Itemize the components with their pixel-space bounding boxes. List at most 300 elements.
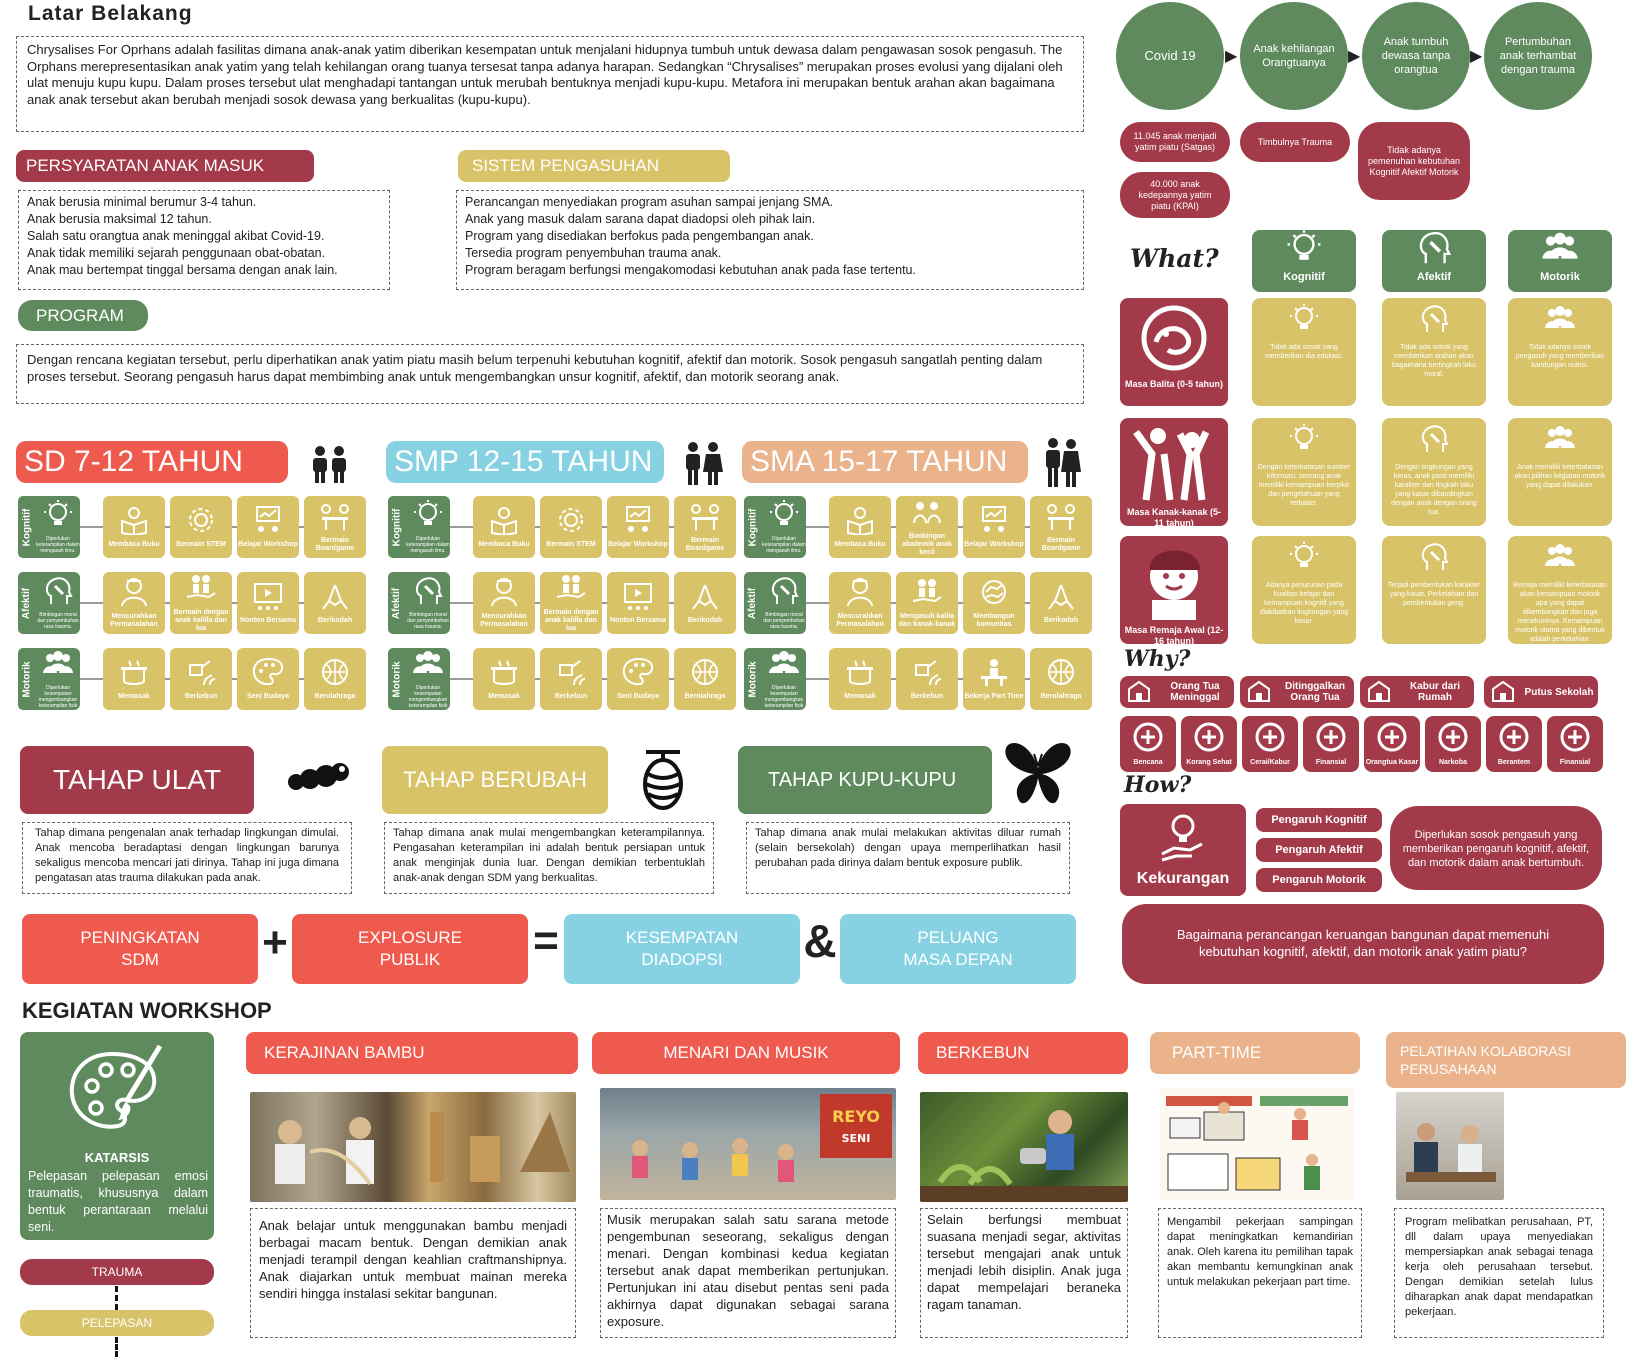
why-header xyxy=(1240,676,1354,708)
flow-bubble-kpai: 40.000 anak kedepannya yatim piatu (KPAI) xyxy=(1120,172,1230,218)
persyaratan-title: PERSYARATAN ANAK MASUK xyxy=(16,150,314,182)
table-icon xyxy=(688,501,722,537)
why-item xyxy=(1181,716,1237,772)
activity-tile xyxy=(406,572,450,634)
bulb-icon xyxy=(411,500,445,536)
why-item-label: Korang Sehat xyxy=(1186,759,1232,766)
screen-icon xyxy=(251,581,285,617)
katarsis-body: Pelepasan pelepasan emosi traumatis, khususnya dalam bentuk perantaraan melalui seni. xyxy=(28,1169,208,1234)
kids-icon xyxy=(308,444,352,489)
what-cell xyxy=(1508,418,1612,526)
pentas-seni-text: REYO xyxy=(832,1107,880,1126)
activity-tile-label: Memasak xyxy=(844,693,876,700)
persyaratan-item: Anak berusia minimal berumur 3-4 tahun. xyxy=(27,195,257,209)
what-col-header xyxy=(1252,230,1356,292)
level-sd-title: SD 7-12 TAHUN xyxy=(16,441,288,483)
svg-text:SENI: SENI xyxy=(841,1132,871,1145)
activity-tile-label: Diperlukan keterampilan dalam mengasah ilmu. xyxy=(762,536,806,554)
ws-berkebun-photo xyxy=(920,1092,1128,1202)
sistem-box xyxy=(456,190,1084,290)
activity-tile xyxy=(473,572,535,634)
group-icon xyxy=(1543,424,1577,459)
what-row-label-text: Masa Balita (0-5 tahun) xyxy=(1124,379,1224,389)
activity-tile xyxy=(170,572,232,634)
activity-tile xyxy=(829,648,891,710)
kekurangan-card xyxy=(1120,804,1246,896)
plus-sign: + xyxy=(262,918,288,967)
money-icon xyxy=(1556,720,1594,759)
money-icon xyxy=(1312,720,1350,759)
persyaratan-item: Anak tidak memiliki sejarah penggunaan obat-obatan. xyxy=(27,246,326,260)
activity-tile-label: Mencurahkan Permasalahan xyxy=(836,613,884,628)
activity-tile-label: Berolahraga xyxy=(314,693,356,700)
latar-title: Latar Belakang xyxy=(28,2,193,25)
activity-tile-label: Memasak xyxy=(488,693,520,700)
pray-icon xyxy=(688,581,722,617)
pill-icon xyxy=(1434,720,1472,759)
trauma-connector xyxy=(115,1286,118,1310)
pot-icon xyxy=(843,657,877,693)
grid-row-label-afektif xyxy=(744,572,762,634)
gear-icon xyxy=(184,505,218,541)
flow-bubble-kebutuhan: Tidak adanya pemenuhan kebutuhan Kognitif Afektif Motorik xyxy=(1358,122,1470,200)
why-header-label: Orang Tua Meninggal xyxy=(1170,681,1220,703)
group-icon xyxy=(41,649,75,685)
pengaruh-kognitif: Pengaruh Kognitif xyxy=(1256,808,1382,832)
activity-tile xyxy=(896,496,958,558)
tahap-kupu-body: Tahap dimana anak mulai melakukan aktivitas diluar rumah (selain bersekolah) dengan upaya memperlihatkan hasil perubahan pada dirinya dalam bentuk exposure publik. xyxy=(746,822,1070,894)
persyaratan-item: Salah satu orangtua anak meninggal akibat Covid-19. xyxy=(27,229,325,243)
grid-row-label-text: Motorik xyxy=(391,660,403,698)
board-icon xyxy=(251,505,285,541)
handkids-icon xyxy=(554,573,588,609)
why-item xyxy=(1303,716,1359,772)
ws-parttime-body: Mengambil pekerjaan sampingan dapat meningkatkan kemandirian anak. Oleh karena itu pemilihan tapak akan membantu kemungkinan anak untuk melakukan pekerjaan part time. xyxy=(1158,1208,1362,1338)
sistem-item: Program yang disediakan berfokus pada pengembangan anak. xyxy=(465,229,814,243)
person-icon xyxy=(843,577,877,613)
ws-menari-body: Musik merupakan salah satu sarana metode pengembunan seseorang, sekaligus dengan menari. Dengan kombinasi kedua kegiatan tersebut anak dapat memberikan pertunjukan. Pertunjukan ini atau disebut pentas seni pada akhirnya dapat digunakan sebagai sarana exposure. xyxy=(600,1208,896,1338)
what-title: What? xyxy=(1130,244,1219,273)
why-item xyxy=(1547,716,1603,772)
grid-row-label-motorik xyxy=(18,648,36,710)
eq-peningkatan: PENINGKATAN SDM xyxy=(22,914,258,984)
activity-tile xyxy=(896,648,958,710)
activity-tile xyxy=(540,648,602,710)
abandon-icon xyxy=(1246,679,1272,706)
what-col-header xyxy=(1508,230,1612,292)
ws-berkebun-body: Selain berfungsi membuat suasana menjadi segar, aktivitas tersebut mengajari anak untuk menjadi lebih disiplin. Anak juga dapat mempelajari beraneka ragam tanaman. xyxy=(920,1208,1128,1338)
why-item-label: Orangtua Kasar xyxy=(1365,759,1419,766)
activity-tile-label: Berikodah xyxy=(317,617,353,624)
activity-tile xyxy=(607,572,669,634)
katarsis-title: KATARSIS xyxy=(84,1150,150,1165)
ws-parttime-title: PART-TIME xyxy=(1150,1032,1360,1074)
why-header xyxy=(1360,676,1474,708)
activity-tile xyxy=(237,648,299,710)
person-icon xyxy=(487,577,521,613)
activity-tile-label: Bimbingan akademik anak kecil xyxy=(902,533,952,556)
what-cell xyxy=(1508,298,1612,406)
sistem-item: Program beragam berfungsi mengakomodasi kebutuhan anak pada fase tertentu. xyxy=(465,263,916,277)
activity-tile xyxy=(1030,648,1092,710)
hands-icon xyxy=(977,577,1011,613)
flow-circle-tumbuh: Anak tumbuh dewasa tanpa orangtua xyxy=(1362,2,1470,110)
disaster-icon xyxy=(1129,720,1167,759)
caterpillar-icon xyxy=(286,760,350,801)
what-cell-text: Dengan keterbatasan sumber informasi, seorang anak memiliki kemampuan berpikir dan pengetahuan yang terbatas. xyxy=(1257,464,1351,507)
why-item-label: Cerai/Kabur xyxy=(1250,759,1290,766)
fight-icon xyxy=(1495,720,1533,759)
activity-tile-label: Bermain dengan anak kalilla dan lua xyxy=(173,609,229,632)
chat-icon xyxy=(910,497,944,533)
what-cell xyxy=(1382,298,1486,406)
school-icon xyxy=(1490,679,1516,706)
activity-tile xyxy=(762,572,806,634)
what-cell-text: Dengan lingkungan yang keras, anak pasti memiliki karakter dan tingkah laku yang kasar dibandingkan dengan anak dengan orang tua. xyxy=(1391,464,1477,516)
activity-tile-label: Diperlukan kesempatan mengembangkan keterampilan fisik xyxy=(764,685,804,709)
what-col-header-label: Motorik xyxy=(1540,271,1580,283)
house-icon xyxy=(1366,679,1392,706)
activity-tile xyxy=(304,648,366,710)
grid-row-label-afektif xyxy=(388,572,406,634)
activity-tile-label: Mencurahkan Permasalahan xyxy=(480,613,528,628)
why-header-label: Kabur dari Rumah xyxy=(1409,681,1460,703)
grid-row-label-kognitif xyxy=(744,496,762,558)
activity-tile xyxy=(36,496,80,558)
why-item-label: Finansial xyxy=(1315,759,1347,766)
activity-tile-label: Bermain dengan anak kalilla dan lua xyxy=(543,609,599,632)
sistem-item: Anak yang masuk dalam sarana dapat diadopsi oleh pihak lain. xyxy=(465,212,816,226)
baby-icon xyxy=(1126,304,1222,379)
workshop-title: KEGIATAN WORKSHOP xyxy=(22,998,272,1023)
why-item xyxy=(1242,716,1298,772)
activity-tile-label: Bermain STEM xyxy=(546,541,596,548)
persyaratan-item: Anak berusia maksimal 12 tahun. xyxy=(27,212,212,226)
activity-tile-label: Nonton Bersama xyxy=(239,617,296,624)
pengaruh-motorik: Pengaruh Motorik xyxy=(1256,868,1382,892)
head-icon xyxy=(1417,542,1451,577)
pelepasan-connector xyxy=(115,1337,118,1357)
why-item-label: Finansial xyxy=(1559,759,1591,766)
activity-tile-label: Belajar Workshop xyxy=(238,541,298,548)
program-title: PROGRAM xyxy=(18,300,148,331)
level-sma-title: SMA 15-17 TAHUN xyxy=(742,441,1028,483)
why-item xyxy=(1486,716,1542,772)
table-icon xyxy=(1044,501,1078,537)
activity-tile xyxy=(829,572,891,634)
activity-tile xyxy=(103,648,165,710)
flow-bubble-trauma: Timbulnya Trauma xyxy=(1240,122,1350,162)
activity-tile xyxy=(36,648,80,710)
level-smp-title: SMP 12-15 TAHUN xyxy=(386,441,664,483)
group-icon xyxy=(767,649,801,685)
activity-tile xyxy=(473,648,535,710)
activity-tile-label: Seni Budaya xyxy=(246,693,289,700)
palette-icon xyxy=(66,1042,166,1143)
watering-icon xyxy=(554,657,588,693)
ws-menari-photo xyxy=(600,1088,896,1200)
head-icon xyxy=(1414,230,1454,271)
grid-row-label-text: Afektif xyxy=(747,587,759,619)
tahap-kupu-title: TAHAP KUPU-KUPU xyxy=(738,746,992,814)
activity-tile-label: Berolahraga xyxy=(684,693,726,700)
activity-tile xyxy=(607,648,669,710)
what-cell-text: Tidak ada sosok yang memberikan arahan akan bagaimana bertingkah laku moral. xyxy=(1391,344,1477,378)
activity-tile xyxy=(36,572,80,634)
grid-row-label-text: Motorik xyxy=(747,660,759,698)
activity-tile xyxy=(674,496,736,558)
activity-tile-label: Bimbingan moral dan penyembuhan rasa trauma. xyxy=(763,612,805,630)
tahap-berubah-title: TAHAP BERUBAH xyxy=(382,746,608,814)
what-row-label-text: Masa Kanak-kanak (5-11 tahun) xyxy=(1126,507,1222,528)
activity-tile xyxy=(304,496,366,558)
what-row-label-text: Masa Remaja Awal (12-16 tahun) xyxy=(1124,625,1224,646)
what-cell-text: Remaja memiliki keterbatasan akan kemampuan motorik apa yang dapat dikembangkan dan juga menekuninya. Kemampuan motorik utama yang dibentuk adalah perkelahian. xyxy=(1513,582,1607,643)
activity-tile xyxy=(473,496,535,558)
what-cell xyxy=(1382,536,1486,644)
activity-tile xyxy=(304,572,366,634)
why-header xyxy=(1120,676,1234,708)
arrow-right-icon: ▶ xyxy=(1470,48,1483,65)
head-icon xyxy=(1417,424,1451,459)
watering-icon xyxy=(910,657,944,693)
tahap-berubah-body: Tahap dimana anak mulai mengembangkan keterampilannya. Pengasahan keterampilan ini adalah bentuk persiapan untuk anak menginjak dunia luar. Dengan demikian terbentuklah anak-anak dengan SDM yang berkualitas. xyxy=(384,822,714,894)
what-cell-text: Tidak adanya sosok pengasuh yang memberikan kandungan nutrisi. xyxy=(1515,344,1605,369)
group-icon xyxy=(1540,230,1580,271)
katarsis-card xyxy=(20,1032,214,1240)
what-cell xyxy=(1252,536,1356,644)
sick-icon xyxy=(1190,720,1228,759)
bulb-icon xyxy=(767,500,801,536)
grid-row-label-text: Kognitif xyxy=(391,508,403,546)
what-col-header xyxy=(1382,230,1486,292)
activity-tile xyxy=(540,572,602,634)
what-cell xyxy=(1252,418,1356,526)
activity-tile-label: Nonton Bersama xyxy=(609,617,666,624)
sistem-title: SISTEM PENGASUHAN xyxy=(458,150,730,182)
pray-icon xyxy=(1044,581,1078,617)
activity-tile xyxy=(674,648,736,710)
ws-menari-title: MENARI DAN MUSIK xyxy=(592,1032,900,1074)
activity-tile-label: Bermain Boardgame xyxy=(1041,537,1081,552)
tahap-ulat-body: Tahap dimana pengenalan anak terhadap lingkungan dimulai. Anak mencoba beradaptasi dengan lingkungan barunya sekaligus mencoba mencari jati dirinya. Tahap ini juga dimana pengatasan atas trauma dilakukan pada anak. xyxy=(22,822,352,894)
idea-hand-icon xyxy=(1158,810,1208,867)
activity-tile-label: Diperlukan keterampilan dalam mengasah ilmu. xyxy=(36,536,80,554)
persyaratan-box xyxy=(18,190,390,290)
activity-tile-label: Berikodah xyxy=(1043,617,1079,624)
activity-tile-label: Memasak xyxy=(118,693,150,700)
bulb-icon xyxy=(1287,304,1321,339)
what-col-header-label: Afektif xyxy=(1416,271,1452,283)
activity-tile xyxy=(829,496,891,558)
activity-tile xyxy=(674,572,736,634)
handkids-icon xyxy=(910,577,944,613)
ws-bambu-body: Anak belajar untuk menggunakan bambu menjadi berbagai macam bentuk. Dengan demikian anak menjadi terampil dengan keahlian craftmanshipnya. Anak diajarkan untuk membuat mainan mereka sendiri hingga instalasi sekitar bangunan. xyxy=(250,1208,576,1338)
grid-row-label-text: Motorik xyxy=(21,660,33,698)
program-body: Dengan rencana kegiatan tersebut, perlu diperhatikan anak yatim piatu masih belum terpenuhi kebutuhan kognitif, afektif dan motorik. Sosok pengasuh sangatlah penting dalam proses tersebut. Seorang pengasuh harus dapat membimbing anak untuk mengembangkan unsur kognitif, afektif, dan motorik seorang anak. xyxy=(16,344,1084,404)
activity-tile-label: Berkebun xyxy=(910,693,944,700)
persyaratan-item: Anak mau bertempat tinggal bersama dengan anak lain. xyxy=(27,263,338,277)
activity-tile-label: Mencurahkan Permasalahan xyxy=(110,613,158,628)
board-icon xyxy=(621,505,655,541)
trauma-pill: TRAUMA xyxy=(20,1259,214,1285)
pray-icon xyxy=(318,581,352,617)
group-icon xyxy=(1543,304,1577,339)
grid-row-label-kognitif xyxy=(388,496,406,558)
activity-tile-label: Bermain STEM xyxy=(176,541,226,548)
eq-peluang: PELUANG MASA DEPAN xyxy=(840,914,1076,984)
what-row-label xyxy=(1120,418,1228,526)
activity-tile xyxy=(607,496,669,558)
ball-icon xyxy=(318,657,352,693)
cocoon-icon xyxy=(640,748,686,817)
what-cell-text: Anak memiliki keterbatasan akan pilihan kegiatan motorik yang dapat dilakukan. xyxy=(1514,464,1606,489)
what-cell xyxy=(1508,536,1612,644)
head-icon xyxy=(1417,304,1451,339)
book-icon xyxy=(117,505,151,541)
grid-row-label-text: Kognitif xyxy=(747,508,759,546)
what-cell xyxy=(1382,418,1486,526)
activity-tile-label: Berikodah xyxy=(687,617,723,624)
what-cell-text: Terjadi pembentukan karakter yang kasar. Perkelahian dan pembentukan geng. xyxy=(1387,582,1481,607)
what-cell-text: Tidak ada sosok yang memberikan dia edukasi. xyxy=(1265,344,1343,360)
parents-grave-icon xyxy=(1126,679,1152,706)
flow-circle-covid: Covid 19 xyxy=(1116,2,1224,110)
grid-row-label-text: Kognitif xyxy=(21,508,33,546)
activity-tile-label: Membaca Buku xyxy=(478,541,530,548)
grid-row-label-motorik xyxy=(388,648,406,710)
activity-tile xyxy=(963,572,1025,634)
grid-row-label-afektif xyxy=(18,572,36,634)
activity-tile xyxy=(406,648,450,710)
head-icon xyxy=(767,576,801,612)
activity-tile-label: Bermain Boardgame xyxy=(685,537,725,552)
activity-tile-label: Bimbingan moral dan penyembuhan rasa trauma. xyxy=(407,612,449,630)
desk-icon xyxy=(977,657,1011,693)
teens-icon xyxy=(680,440,726,491)
book-icon xyxy=(487,505,521,541)
activity-tile-label: Diperlukan kesempatan mengembangkan keterampilan fisik xyxy=(408,685,448,709)
handkids-icon xyxy=(184,573,218,609)
eq-kesempatan: KESEMPATAN DIADOPSI xyxy=(564,914,800,984)
grid-row-label-text: Afektif xyxy=(391,587,403,619)
activity-tile xyxy=(406,496,450,558)
activity-tile xyxy=(237,496,299,558)
flow-bubble-satgas: 11.045 anak menjadi yatim piatu (Satgas) xyxy=(1120,122,1230,162)
person-icon xyxy=(117,577,151,613)
pengaruh-afektif: Pengaruh Afektif xyxy=(1256,838,1382,862)
ws-parttime-photo xyxy=(1160,1088,1354,1200)
activity-tile xyxy=(103,572,165,634)
screen-icon xyxy=(621,581,655,617)
activity-tile-label: Mengasuh kalila dan kanak-kanak xyxy=(898,613,956,628)
table-icon xyxy=(318,501,352,537)
why-title: Why? xyxy=(1124,646,1191,672)
what-row-label xyxy=(1120,536,1228,644)
ball-icon xyxy=(1044,657,1078,693)
flow-circle-kehilangan: Anak kehilangan Orangtuanya xyxy=(1240,2,1348,110)
what-col-header-label: Kognitif xyxy=(1283,271,1325,283)
why-header xyxy=(1484,676,1598,708)
head-icon xyxy=(41,576,75,612)
ws-bambu-photo xyxy=(250,1092,576,1202)
watering-icon xyxy=(184,657,218,693)
bulb-icon xyxy=(41,500,75,536)
why-item xyxy=(1120,716,1176,772)
group-icon xyxy=(1543,542,1577,577)
how-result: Diperlukan sosok pengasuh yang memberikan pengaruh kognitif, afektif, dan motorik dalam anak bertumbuh. xyxy=(1390,806,1602,890)
sistem-item: Tersedia program penyembuhan trauma anak. xyxy=(465,246,722,260)
activity-tile-label: Seni Budaya xyxy=(616,693,659,700)
activity-tile xyxy=(963,496,1025,558)
why-item xyxy=(1425,716,1481,772)
board-icon xyxy=(977,505,1011,541)
latar-body: Chrysalises For Oprhans adalah fasilitas dimana anak-anak yatim diberikan kesempatan untuk menjalani hidupnya tumbuh untuk dewasa dalam pengawasan sosok pengasuh. The Orphans merepresentasikan anak yatim yang telah kehilangan orang tuanya tersesat tanpa adanya harapan. Sedangkan “Chrysalises” merupakan proses evolusi yang dijalani oleh ulat menuju kupu kupu. Dalam proses tersebut ulat menghadapi tantangan untuk merubah bentuknya menjadi kupu-kupu. Metafora ini merupakan bentuk arahan akan bagaimana anak anak tersebut akan berubah menjadi sosok dewasa yang berkualitas (kupu-kupu). xyxy=(16,36,1084,132)
what-row-label xyxy=(1120,298,1228,406)
activity-tile xyxy=(1030,496,1092,558)
bulb-icon xyxy=(1287,542,1321,577)
flow-circle-trauma: Pertumbuhan anak terhambat dengan trauma xyxy=(1484,2,1592,110)
activity-tile xyxy=(237,572,299,634)
kekurangan-label: Kekurangan xyxy=(1136,870,1230,887)
activity-tile-label: Membaca Buku xyxy=(108,541,160,548)
ws-kolaborasi-body: Program melibatkan perusahaan, PT, dll dalam upaya menyediakan mempersiapkan anak sebagai tenaga kerja oleh perusahaan tersebut. Dengan demikian setelah lulus diharapkan anak dapat mendapatkan pekerjaan. xyxy=(1394,1208,1604,1338)
palette-icon xyxy=(621,657,655,693)
activity-tile-label: Berkebun xyxy=(554,693,588,700)
how-title: How? xyxy=(1124,772,1192,798)
activity-tile-label: Bermain Boardgame xyxy=(315,537,355,552)
activity-tile-label: Belajar Workshop xyxy=(608,541,668,548)
ball-icon xyxy=(688,657,722,693)
sistem-item: Perancangan menyediakan program asuhan sampai jenjang SMA. xyxy=(465,195,834,209)
arrow-right-icon: ▶ xyxy=(1225,48,1238,65)
why-item-label: Narkoba xyxy=(1438,759,1467,766)
activity-tile xyxy=(540,496,602,558)
activity-tile-label: Membaca Buku xyxy=(834,541,886,548)
activity-tile xyxy=(762,496,806,558)
arrow-right-icon: ▶ xyxy=(1348,48,1361,65)
broken-heart-icon xyxy=(1251,720,1289,759)
children-icon xyxy=(1126,424,1222,507)
activity-tile-label: Belajar Workshop xyxy=(964,541,1024,548)
activity-tile-label: Berkebun xyxy=(184,693,218,700)
why-item-label: Berantem xyxy=(1497,759,1531,766)
bulb-icon xyxy=(1287,424,1321,459)
activity-tile-label: Diperlukan kesempatan mengembangkan keterampilan fisik xyxy=(38,685,78,709)
activity-tile-label: Bimbingan moral dan penyembuhan rasa trauma. xyxy=(37,612,79,630)
equals-sign: = xyxy=(533,916,559,965)
teen-icon xyxy=(1126,542,1222,625)
ws-berkebun-title: BERKEBUN xyxy=(918,1032,1128,1074)
adults-icon xyxy=(1042,436,1082,493)
palette-icon xyxy=(251,657,285,693)
grid-row-label-motorik xyxy=(744,648,762,710)
pelepasan-pill: PELEPASAN xyxy=(20,1310,214,1336)
grid-row-label-text: Afektif xyxy=(21,587,33,619)
eq-explosure: EXPLOSURE PUBLIK xyxy=(292,914,528,984)
activity-tile-label: Berolahraga xyxy=(1040,693,1082,700)
why-item xyxy=(1364,716,1420,772)
ws-bambu-title: KERAJINAN BAMBU xyxy=(246,1032,578,1074)
activity-tile-label: Membangun komunitas xyxy=(973,613,1015,628)
activity-tile xyxy=(1030,572,1092,634)
butterfly-icon xyxy=(1004,738,1072,813)
activity-tile xyxy=(103,496,165,558)
activity-tile xyxy=(963,648,1025,710)
activity-tile xyxy=(896,572,958,634)
what-cell-text: Adanya penurunan pada kualitas belajar dan kemampuan kognitif yang diakibatkan lingkungan yang kasar. xyxy=(1259,582,1349,625)
activity-tile-label: Bekerja Part Time xyxy=(964,693,1024,700)
